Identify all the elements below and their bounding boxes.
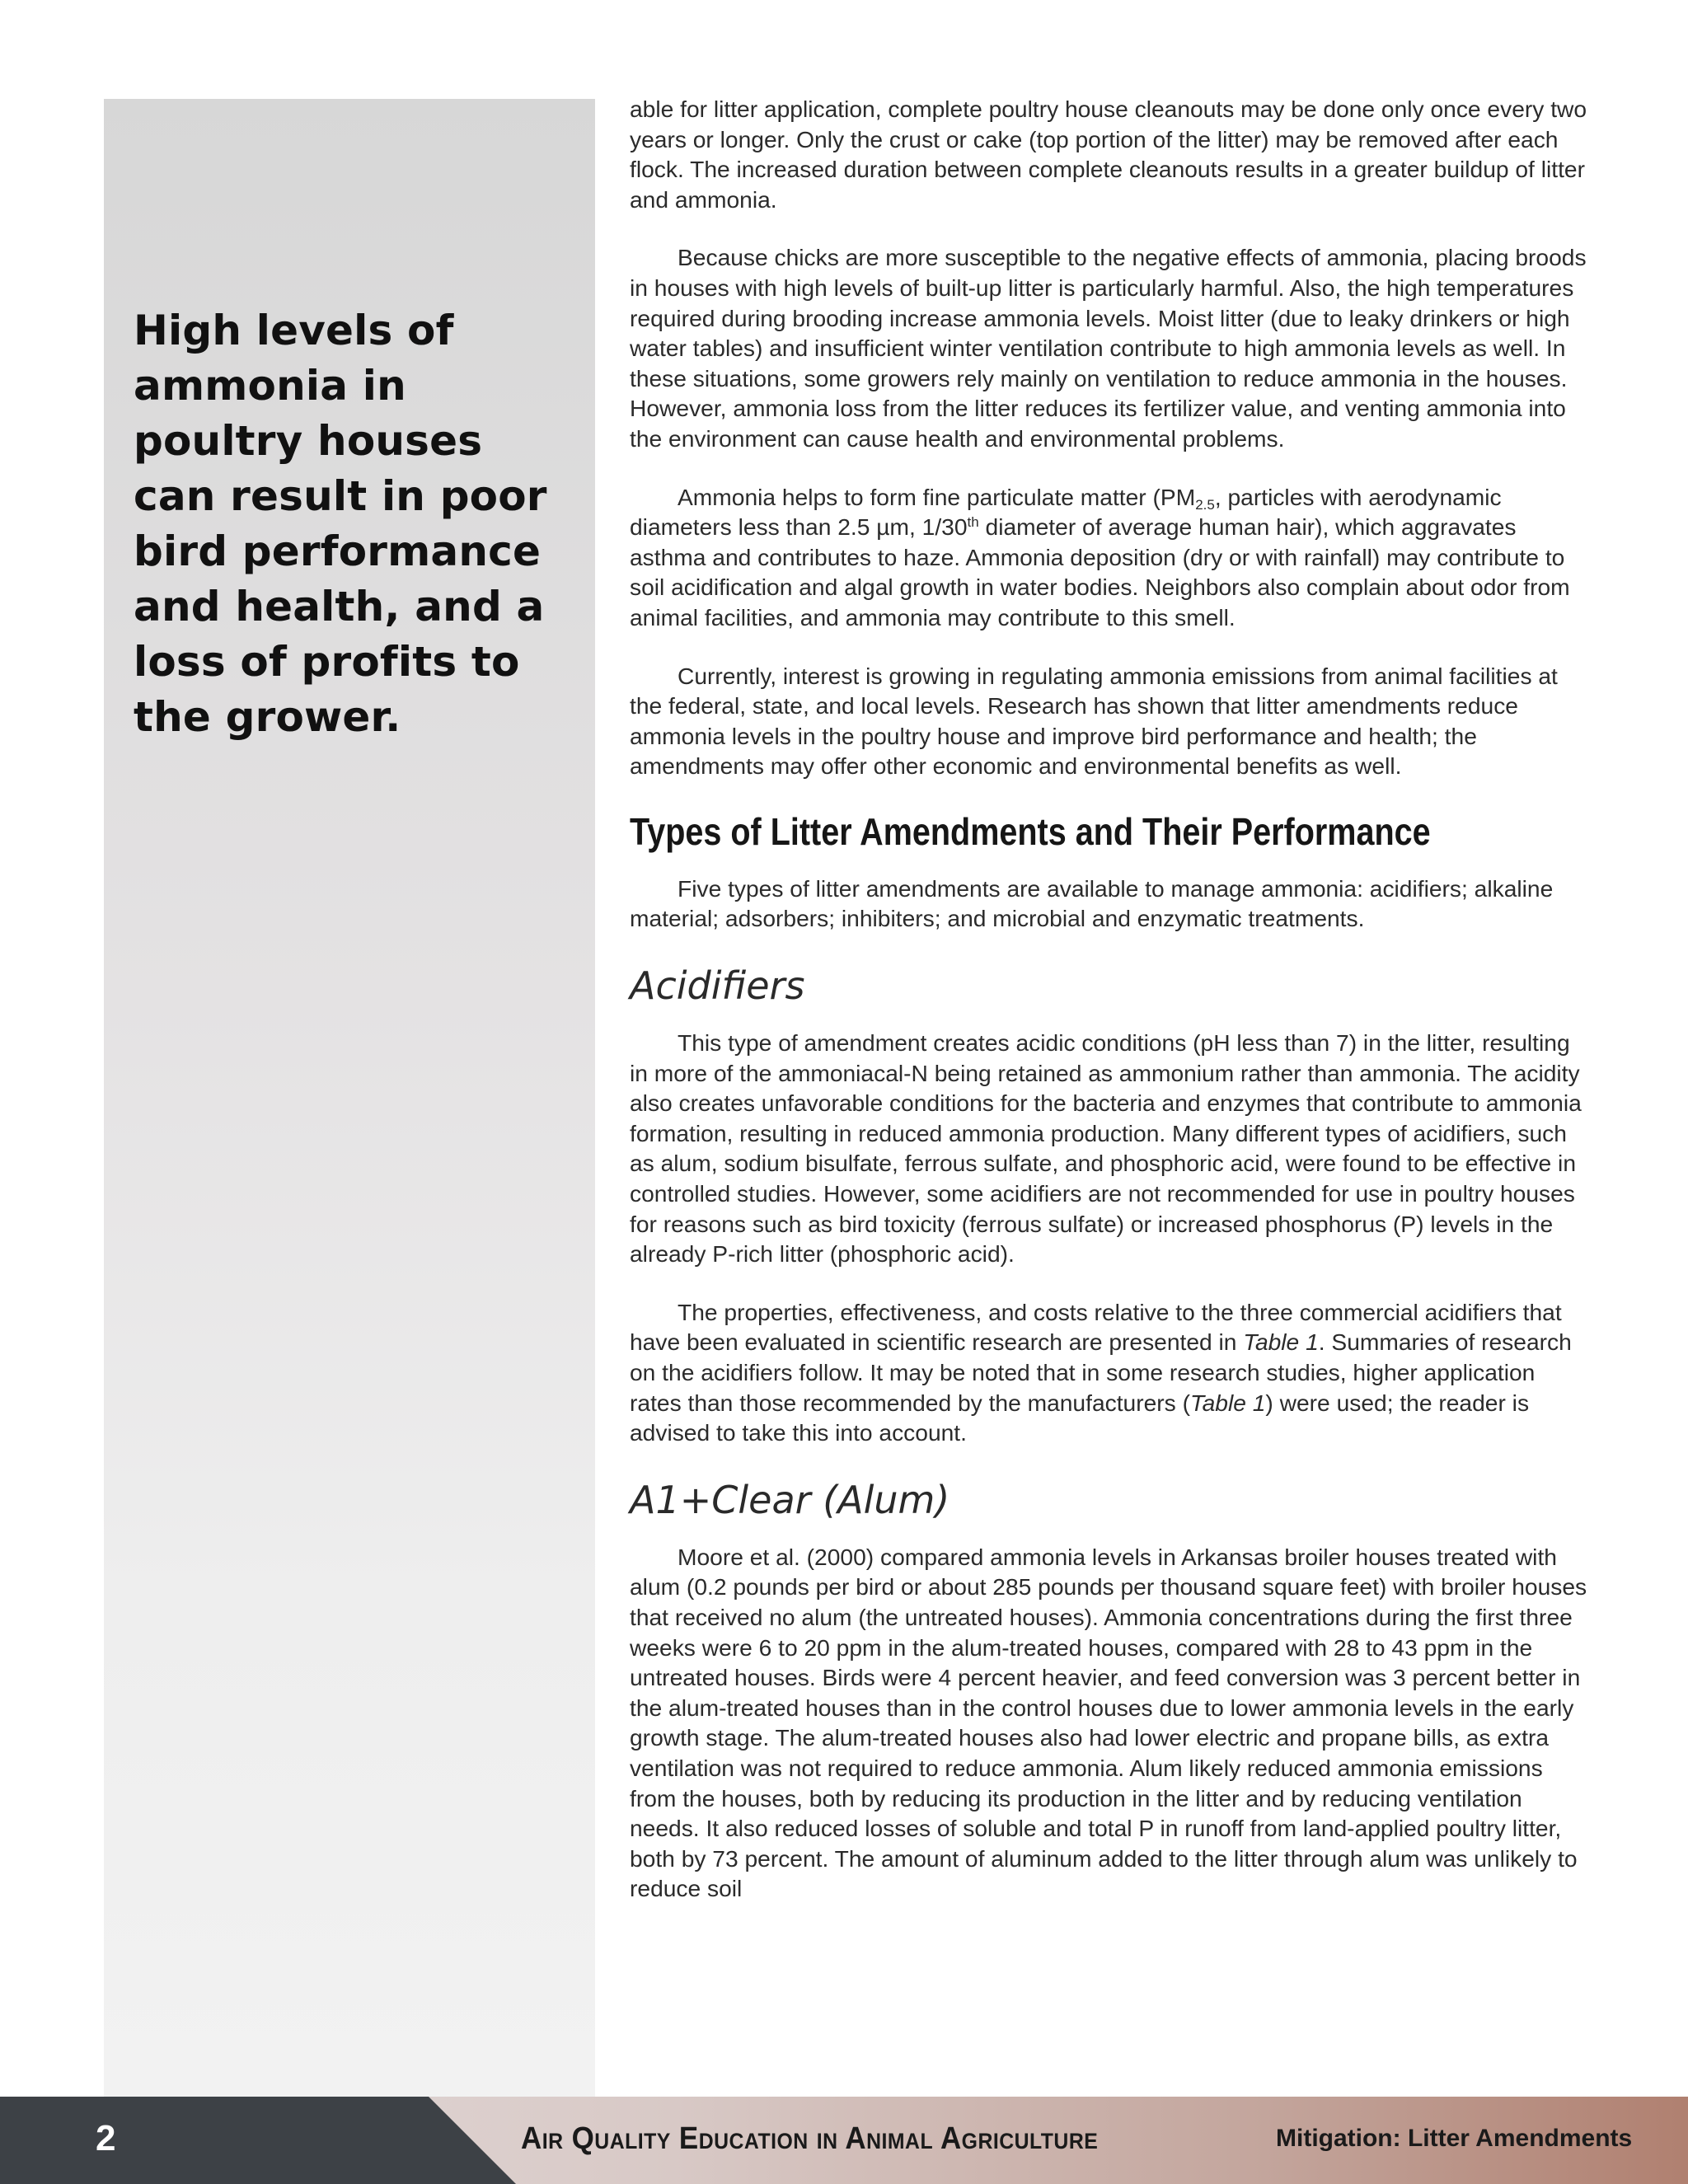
paragraph-chicks-susceptible: Because chicks are more susceptible to the negative effects of ammonia, placing broods in houses with high levels of built-up litter is particularly harmful. Also, the high temperatures required during brooding increase ammonia levels. Moist litter (due to leaky drinkers or high water tables) and insufficient winter ventilation contribute to high ammonia levels as well. In these situations, some growers rely mainly on ventilation to reduce ammonia in the houses. However, ammonia loss from the litter reduces its fertilizer value, and venting ammonia into the environment can cause health and environmental problems. [630,244,1587,452]
section-label: Mitigation: Litter Amendments [1276,2125,1633,2152]
table-reference: Table 1 [1243,1329,1319,1356]
paragraph-properties [630,1297,1587,1448]
pm-text-a: Ammonia helps to form fine particulate matter (PM [678,483,1196,510]
publication-title: Air Quality Education in Animal Agriculture [521,2121,1099,2156]
paragraph-regulation: Currently, interest is growing in regulating ammonia emissions from animal facilities at the federal, state, and local levels. Research has shown that litter amendments reduce ammonia levels in the poultry house and improve bird performance and health; the amendments may offer other economic and environmental benefits as well. [630,662,1558,780]
properties-text-b: . Summaries of research on the acidifiers follow. It may be noted that in some research studies, higher application rates than those recommended by the manufacturers ( [630,1329,1572,1416]
main-text-column [630,94,1587,1932]
paragraph-litter-cleanouts: able for litter application, complete poultry house cleanouts may be done only once every two years or longer. Only the crust or cake (top portion of the litter) may be removed after each flock. The increased duration between complete cleanouts results in a greater buildup of litter and ammonia. [630,96,1587,213]
properties-text-c: ) were used; the reader is advised to take this into account. [630,1389,1530,1446]
pm-text-b: , particles with aerodynamic diameters less than 2.5 µm, 1/30 [630,483,1502,541]
table-reference: Table 1 [1189,1389,1266,1416]
footer-page-tab [0,2097,516,2184]
subheading-alum: A1+Clear (Alum) [630,1477,950,1522]
paragraph-moore-study: Moore et al. (2000) compared ammonia levels in Arkansas broiler houses treated with alum (0.2 pounds per bird or about 285 pounds per thousand square feet) with broiler houses that received no alum (the untreated houses). Ammonia concentrations during the first three weeks were 6 to 20 ppm in the alum-treated houses, compared with 28 to 43 ppm in the untreated houses. Birds were 4 percent heavier, and feed conversion was 3 percent better in the alum-treated houses than in the control houses due to lower ammonia levels in the early growth stage. The alum-treated houses also had lower electric and propane bills, as extra ventilation was not required to reduce ammonia. Alum likely reduced ammonia emissions from the houses, both by reducing its production in the litter and by reducing ventilation needs. It also reduced losses of soluble and total P in runoff from land-applied poultry litter, both by 73 percent. The amount of aluminum added to the litter through alum was unlikely to reduce soil [630,1543,1587,1902]
paragraph-acidifiers: This type of amendment creates acidic conditions (pH less than 7) in the litter, resulting in more of the ammoniacal-N being retained as ammonium rather than ammonia. The acidity also creates unfavorable conditions for the bacteria and enzymes that contribute to ammonia formation, resulting in reduced ammonia production. Many different types of acidifiers, such as alum, sodium bisulfate, ferrous sulfate, and phosphoric acid, were found to be effective in controlled studies. However, some acidifiers are not recommended for use in poultry houses for reasons such as bird toxicity (ferrous sulfate) or increased phosphorus (P) levels in the already P-rich litter (phosphoric acid). [630,1029,1582,1268]
page-footer [0,2097,1688,2184]
pm-subscript: 2.5 [1195,496,1215,513]
pm-superscript: th [967,514,979,531]
section-heading: Types of Litter Amendments and Their Performance [630,809,1431,853]
page-number: 2 [96,2118,116,2158]
subheading-acidifiers: Acidifiers [630,963,805,1009]
paragraph-five-types: Five types of litter amendments are available to manage ammonia: acidifiers; alkaline material; adsorbers; inhibiters; and microbial and enzymatic treatments. [630,874,1554,932]
paragraph-particulate-matter [630,482,1587,633]
pull-quote: High levels of ammonia in poultry houses can result in poor bird performance and health, and a loss of profits to the grower. [134,307,547,741]
properties-text-a: The properties, effectiveness, and costs relative to the three commercial acidifiers that have been evaluated in scientific research are presented in [630,1298,1562,1356]
pm-text-c: diameter of average human hair), which aggravates asthma and contributes to haze. Ammonia deposition (dry or with rainfall) may contribute to soil acidification and algal growth in water bodies. Neighbors also complain about odor from animal facilities, and ammonia may contribute to this smell. [630,513,1570,630]
